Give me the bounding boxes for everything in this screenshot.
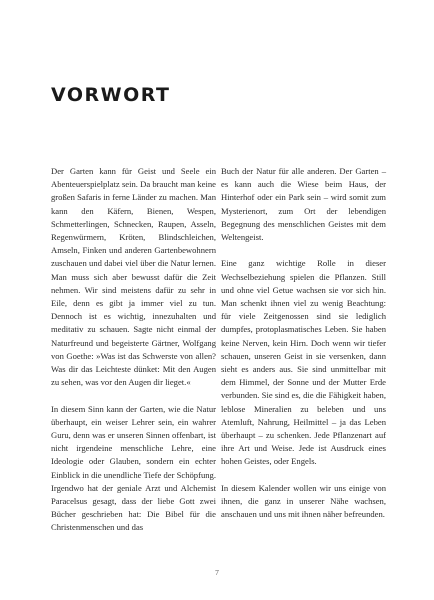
paragraph: Eine ganz wichtige Rolle in dieser Wechselbeziehung spielen die Pflanzen. Still und ohne viel Getue wachsen sie vor sich hin. Man schenkt ihnen viel zu wenig Beachtung: für viele Zeitgenossen sind sie lediglich dumpfes, protoplasmatisches Leben. Sie haben keine Nerven, kein Hirn. Doch wenn wir tiefer schauen, unseren Geist in sie versenken, dann sieht es anders aus. Sie sind unmittelbar mit dem Himmel, der Sonne und der Mutter Erde verbunden. Sie sind es, die die Fähigkeit haben, leblose Mineralien zu beleben und uns Atemluft, Nahrung, Heilmittel – ja das Leben überhaupt – zu schenken. Jede Pflanzenart auf ihre Art und Weise. Jede ist Ausdruck eines hohen Geistes, oder Engels. [221, 258, 386, 467]
page-number: 7 [215, 568, 219, 577]
right-text-column [221, 165, 386, 521]
paragraph: Der Garten kann für Geist und Seele ein Abenteuerspielplatz sein. Da braucht man keine großen Safaris in ferne Länder zu machen. Man kann den Käfern, Bienen, Wespen, Schmetterlingen, Schnecken, Raupen, Asseln, Regenwürmern, Kröten, Blindschleichen, Amseln, Finken und anderen Gartenbewohnern zuschauen und dabei viel über die Natur lernen. Man muss sich aber bewusst dafür die Zeit nehmen. Wir sind meistens dafür zu sehr in Eile, denn es gibt ja immer viel zu tun. Dennoch ist es wichtig, innezuhalten und meditativ zu schauen. Sagte nicht einmal der Naturfreund und begeisterte Gärtner, Wolfgang von Goethe: »Was ist das Schwerste von allen? Was dir das Leichteste dünket: Mit den Augen zu sehen, was vor den Augen dir lieget.« [51, 166, 216, 388]
paragraph: In diesem Sinn kann der Garten, wie die Natur überhaupt, ein weiser Lehrer sein, ein wahrer Guru, denn was er unseren Sinnen offenbart, ist nicht irgendeine menschliche Lehre, eine Ideologie oder Glauben, sondern ein echter Einblick in die unendliche Tiefe der Schöpfung. Irgendwo hat der geniale Arzt und Alchemist Paracelsus gesagt, dass der liebe Gott zwei Bücher geschrieben hat: Die Bibel für die Christenmenschen und das [51, 403, 216, 533]
left-text-column [51, 165, 216, 535]
page-title: VORWORT [51, 84, 171, 106]
paragraph: In diesem Kalender wollen wir uns einige von ihnen, die ganz in unserer Nähe wachsen, anschauen und uns mit ihnen näher befreunden. [221, 482, 386, 520]
paragraph: Buch der Natur für alle anderen. Der Garten – es kann auch die Wiese beim Haus, der Hinterhof oder ein Park sein – wird somit zum Mysterienort, zum Ort der lebendigen Begegnung des menschlichen Geistes mit dem Weltengeist. [221, 166, 386, 243]
